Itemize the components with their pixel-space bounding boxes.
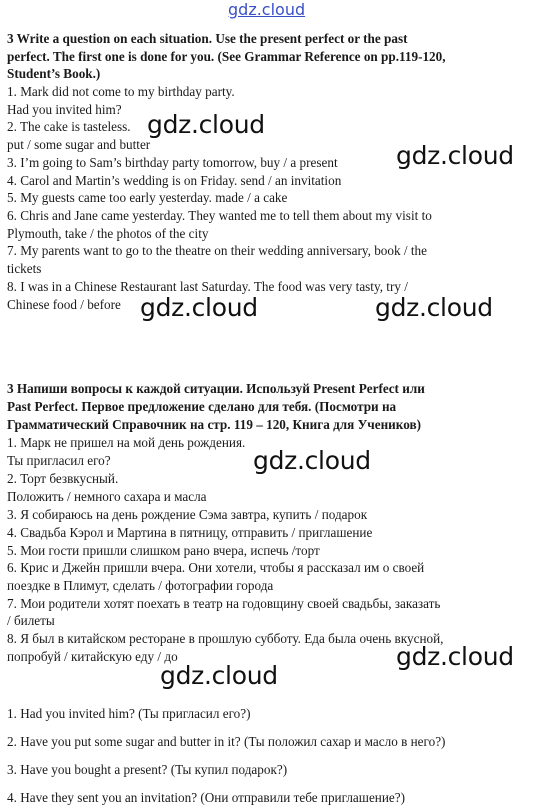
english-line: tickets <box>7 261 42 276</box>
russian-line: 6. Крис и Джейн пришли вчера. Они хотели, чтобы я рассказал им о своей <box>7 560 425 575</box>
english-line: Had you invited him? <box>7 102 122 117</box>
russian-line: Ты пригласил его? <box>7 453 111 468</box>
russian-line: поездке в Плимут, сделать / фотографии города <box>7 578 274 593</box>
russian-line: 1. Марк не пришел на мой день рождения. <box>7 435 246 450</box>
russian-line: 8. Я был в китайском ресторане в прошлую субботу. Еда была очень вкусной, <box>7 631 444 646</box>
watermark: gdz.cloud <box>160 661 278 690</box>
english-line: 3. I’m going to Sam’s birthday party tomorrow, buy / a present <box>7 155 338 170</box>
russian-line: попробуй / китайскую еду / до <box>7 649 178 664</box>
english-line: 1. Mark did not come to my birthday party. <box>7 84 235 99</box>
russian-line: 5. Мои гости пришли слишком рано вчера, испечь /торт <box>7 543 320 558</box>
english-header-line-2: perfect. The first one is done for you. (See Grammar Reference on pp.119-120, <box>7 49 446 64</box>
russian-line: 2. Торт безвкусный. <box>7 471 119 486</box>
answer-item: 4. Have they sent you an invitation? (Они отправили тебе приглашение?) <box>7 790 406 805</box>
answer-item: 1. Had you invited him? (Ты пригласил его?) <box>7 706 251 721</box>
answer-item: 2. Have you put some sugar and butter in it? (Ты положил сахар и масло в него?) <box>7 734 446 749</box>
english-line: 5. My guests came too early yesterday. made / a cake <box>7 190 288 205</box>
watermark: gdz.cloud <box>147 110 265 139</box>
english-line: 6. Chris and Jane came yesterday. They wanted me to tell them about my visit to <box>7 208 432 223</box>
english-header-line-3: Student’s Book.) <box>7 66 101 81</box>
english-line: put / some sugar and butter <box>7 137 151 152</box>
russian-line: Положить / немного сахара и масла <box>7 489 207 504</box>
english-line: 4. Carol and Martin’s wedding is on Friday. send / an invitation <box>7 173 342 188</box>
english-header-line-1: 3 Write a question on each situation. Use the present perfect or the past <box>7 31 408 46</box>
english-line: 8. I was in a Chinese Restaurant last Saturday. The food was very tasty, try / <box>7 279 408 294</box>
watermark: gdz.cloud <box>375 293 493 322</box>
answer-item: 3. Have you bought a present? (Ты купил подарок?) <box>7 762 288 777</box>
russian-header-line-3: Грамматический Справочник на стр. 119 – 120, Книга для Учеников) <box>7 417 421 432</box>
watermark: gdz.cloud <box>396 642 514 671</box>
russian-header-line-2: Past Perfect. Первое предложение сделано для тебя. (Посмотри на <box>7 399 397 414</box>
english-line: Plymouth, take / the photos of the city <box>7 226 209 241</box>
watermark: gdz.cloud <box>253 446 371 475</box>
russian-header-line-1: 3 Напиши вопросы к каждой ситуации. Используй Present Perfect или <box>7 381 425 396</box>
russian-line: 4. Свадьба Кэрол и Мартина в пятницу, отправить / приглашение <box>7 525 373 540</box>
english-line: 2. The cake is tasteless. <box>7 119 131 134</box>
russian-line: / билеты <box>7 613 55 628</box>
watermark: gdz.cloud <box>140 293 258 322</box>
watermark: gdz.cloud <box>396 141 514 170</box>
english-line: Chinese food / before <box>7 297 121 312</box>
english-line: 7. My parents want to go to the theatre on their wedding anniversary, book / the <box>7 243 427 258</box>
russian-line: 3. Я собираюсь на день рождение Сэма завтра, купить / подарок <box>7 507 368 522</box>
watermark-top-link[interactable]: gdz.cloud <box>228 0 306 19</box>
russian-line: 7. Мои родители хотят поехать в театр на годовщину своей свадьбы, заказать <box>7 596 441 611</box>
